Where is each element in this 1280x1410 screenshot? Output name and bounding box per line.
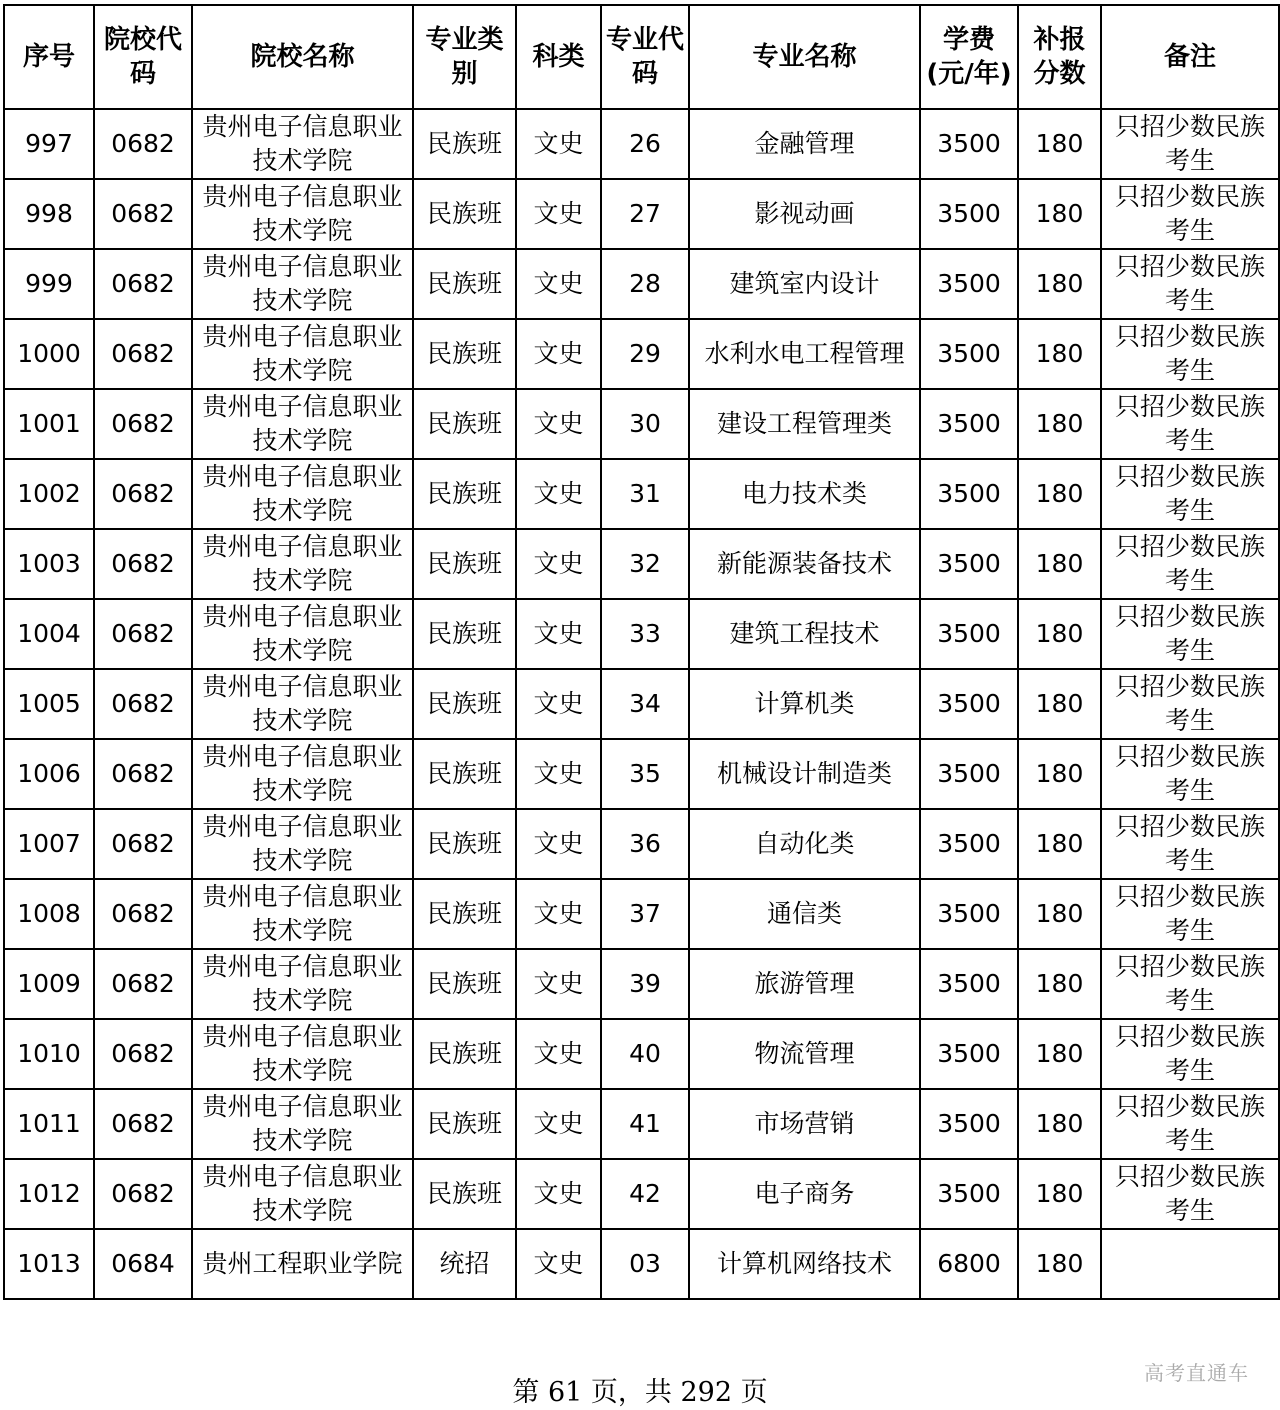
table-cell: 33	[601, 599, 689, 669]
table-cell: 180	[1018, 1229, 1101, 1299]
table-cell: 3500	[920, 949, 1018, 1019]
table-cell: 只招少数民族考生	[1101, 809, 1279, 879]
table-cell: 贵州电子信息职业技术学院	[192, 109, 413, 179]
table-cell: 贵州电子信息职业技术学院	[192, 879, 413, 949]
table-cell: 贵州电子信息职业技术学院	[192, 1089, 413, 1159]
table-cell: 180	[1018, 249, 1101, 319]
table-cell: 民族班	[413, 529, 516, 599]
table-cell: 37	[601, 879, 689, 949]
table-cell: 3500	[920, 179, 1018, 249]
table-cell: 3500	[920, 1159, 1018, 1229]
header-cell: 专业名称	[689, 5, 920, 109]
table-cell: 3500	[920, 459, 1018, 529]
table-cell: 180	[1018, 1159, 1101, 1229]
table-cell: 180	[1018, 389, 1101, 459]
table-cell: 新能源装备技术	[689, 529, 920, 599]
table-cell: 36	[601, 809, 689, 879]
table-cell: 民族班	[413, 669, 516, 739]
table-cell: 只招少数民族考生	[1101, 319, 1279, 389]
table-row	[4, 1229, 1279, 1299]
table-cell: 0682	[94, 529, 192, 599]
table-cell: 31	[601, 459, 689, 529]
table-cell: 35	[601, 739, 689, 809]
table-cell: 只招少数民族考生	[1101, 879, 1279, 949]
table-cell: 1009	[4, 949, 94, 1019]
table-cell: 文史	[516, 459, 601, 529]
table-cell: 0682	[94, 179, 192, 249]
header-cell: 补报分数	[1018, 5, 1101, 109]
table-body	[4, 109, 1279, 1299]
table-cell: 电力技术类	[689, 459, 920, 529]
header-cell: 专业类别	[413, 5, 516, 109]
table-cell: 180	[1018, 1089, 1101, 1159]
page-number: 第 61 页，共 292 页	[512, 1377, 768, 1408]
table-cell: 0684	[94, 1229, 192, 1299]
header-cell: 学费(元/年)	[920, 5, 1018, 109]
table-row	[4, 879, 1279, 949]
table-cell: 贵州电子信息职业技术学院	[192, 1159, 413, 1229]
table-cell: 计算机类	[689, 669, 920, 739]
table-cell: 180	[1018, 109, 1101, 179]
table-cell: 民族班	[413, 179, 516, 249]
table-cell: 42	[601, 1159, 689, 1229]
table-cell: 计算机网络技术	[689, 1229, 920, 1299]
table-cell: 180	[1018, 599, 1101, 669]
table-cell: 0682	[94, 1089, 192, 1159]
table-cell: 34	[601, 669, 689, 739]
table-cell: 影视动画	[689, 179, 920, 249]
table-cell: 3500	[920, 739, 1018, 809]
table-cell: 1008	[4, 879, 94, 949]
table-cell: 物流管理	[689, 1019, 920, 1089]
table-cell: 贵州电子信息职业技术学院	[192, 809, 413, 879]
table-cell: 只招少数民族考生	[1101, 669, 1279, 739]
table-cell: 3500	[920, 529, 1018, 599]
table-cell: 水利水电工程管理	[689, 319, 920, 389]
table-cell: 3500	[920, 1089, 1018, 1159]
table-cell: 0682	[94, 879, 192, 949]
table-cell: 1012	[4, 1159, 94, 1229]
table-cell: 贵州电子信息职业技术学院	[192, 319, 413, 389]
table-cell: 民族班	[413, 809, 516, 879]
table-cell: 29	[601, 319, 689, 389]
table-cell: 1006	[4, 739, 94, 809]
table-cell: 文史	[516, 949, 601, 1019]
table-cell: 文史	[516, 739, 601, 809]
table-cell: 1013	[4, 1229, 94, 1299]
table-cell: 1000	[4, 319, 94, 389]
table-cell: 1002	[4, 459, 94, 529]
table-cell: 贵州电子信息职业技术学院	[192, 179, 413, 249]
table-cell: 民族班	[413, 389, 516, 459]
table-cell: 3500	[920, 389, 1018, 459]
table-cell: 1003	[4, 529, 94, 599]
table-row	[4, 459, 1279, 529]
table-cell: 27	[601, 179, 689, 249]
table-cell: 贵州电子信息职业技术学院	[192, 599, 413, 669]
table-cell: 40	[601, 1019, 689, 1089]
table-cell: 文史	[516, 1159, 601, 1229]
table-cell: 0682	[94, 109, 192, 179]
table-cell: 文史	[516, 1229, 601, 1299]
table-cell: 贵州电子信息职业技术学院	[192, 669, 413, 739]
watermark: 高考直通车	[1144, 1361, 1249, 1385]
table-row	[4, 809, 1279, 879]
table-cell: 180	[1018, 669, 1101, 739]
table-cell: 3500	[920, 1019, 1018, 1089]
table-cell: 通信类	[689, 879, 920, 949]
table-cell: 贵州电子信息职业技术学院	[192, 389, 413, 459]
table-cell: 180	[1018, 809, 1101, 879]
table-cell: 180	[1018, 949, 1101, 1019]
table-cell: 文史	[516, 599, 601, 669]
table-cell: 民族班	[413, 319, 516, 389]
table-cell: 1010	[4, 1019, 94, 1089]
table-cell: 0682	[94, 1159, 192, 1229]
table-cell: 民族班	[413, 949, 516, 1019]
table-cell: 民族班	[413, 459, 516, 529]
table-cell: 旅游管理	[689, 949, 920, 1019]
table-row	[4, 1019, 1279, 1089]
table-cell: 只招少数民族考生	[1101, 389, 1279, 459]
table-cell: 建筑工程技术	[689, 599, 920, 669]
table-cell: 只招少数民族考生	[1101, 1159, 1279, 1229]
table-cell: 贵州电子信息职业技术学院	[192, 739, 413, 809]
table-cell: 文史	[516, 669, 601, 739]
table-cell: 180	[1018, 459, 1101, 529]
table-row	[4, 179, 1279, 249]
table-cell: 28	[601, 249, 689, 319]
table-row	[4, 669, 1279, 739]
header-cell: 专业代码	[601, 5, 689, 109]
table-cell: 只招少数民族考生	[1101, 1089, 1279, 1159]
table-row	[4, 1159, 1279, 1229]
table-cell: 电子商务	[689, 1159, 920, 1229]
header-cell: 院校代码	[94, 5, 192, 109]
table-row	[4, 319, 1279, 389]
table-cell: 民族班	[413, 879, 516, 949]
table-cell: 只招少数民族考生	[1101, 249, 1279, 319]
admission-table	[3, 4, 1280, 1300]
table-cell: 文史	[516, 389, 601, 459]
table-cell: 30	[601, 389, 689, 459]
table-cell: 文史	[516, 879, 601, 949]
table-cell: 贵州电子信息职业技术学院	[192, 949, 413, 1019]
table-cell: 998	[4, 179, 94, 249]
table-cell: 文史	[516, 249, 601, 319]
table-cell: 0682	[94, 389, 192, 459]
table-cell: 只招少数民族考生	[1101, 179, 1279, 249]
table-cell: 03	[601, 1229, 689, 1299]
table-row	[4, 949, 1279, 1019]
table-cell: 只招少数民族考生	[1101, 459, 1279, 529]
table-cell: 32	[601, 529, 689, 599]
table-cell: 只招少数民族考生	[1101, 739, 1279, 809]
table-cell: 999	[4, 249, 94, 319]
table-row	[4, 739, 1279, 809]
table-cell: 1004	[4, 599, 94, 669]
table-cell: 41	[601, 1089, 689, 1159]
table-cell: 金融管理	[689, 109, 920, 179]
table-cell: 贵州电子信息职业技术学院	[192, 459, 413, 529]
table-cell: 1001	[4, 389, 94, 459]
table-cell: 3500	[920, 809, 1018, 879]
table-cell: 统招	[413, 1229, 516, 1299]
table-cell: 180	[1018, 879, 1101, 949]
table-cell: 建筑室内设计	[689, 249, 920, 319]
table-cell: 3500	[920, 669, 1018, 739]
table-cell: 1005	[4, 669, 94, 739]
table-cell: 0682	[94, 599, 192, 669]
table-cell: 只招少数民族考生	[1101, 529, 1279, 599]
header-cell: 院校名称	[192, 5, 413, 109]
header-row	[4, 5, 1279, 109]
table-row	[4, 109, 1279, 179]
table-row	[4, 249, 1279, 319]
table-cell: 只招少数民族考生	[1101, 599, 1279, 669]
table-cell: 文史	[516, 809, 601, 879]
table-row	[4, 389, 1279, 459]
table-cell: 6800	[920, 1229, 1018, 1299]
table-cell: 0682	[94, 249, 192, 319]
table-cell: 市场营销	[689, 1089, 920, 1159]
table-cell: 民族班	[413, 1089, 516, 1159]
table-cell: 0682	[94, 1019, 192, 1089]
table-cell: 建设工程管理类	[689, 389, 920, 459]
table-cell: 39	[601, 949, 689, 1019]
table-cell: 0682	[94, 949, 192, 1019]
table-cell: 180	[1018, 1019, 1101, 1089]
table-row	[4, 529, 1279, 599]
table-cell: 180	[1018, 319, 1101, 389]
table-cell: 3500	[920, 879, 1018, 949]
table-cell: 1007	[4, 809, 94, 879]
table-cell: 民族班	[413, 1159, 516, 1229]
table-cell: 民族班	[413, 599, 516, 669]
table-cell: 文史	[516, 109, 601, 179]
table-cell: 0682	[94, 809, 192, 879]
table-cell: 贵州电子信息职业技术学院	[192, 1019, 413, 1089]
table-cell: 0682	[94, 669, 192, 739]
table-cell: 文史	[516, 179, 601, 249]
table-cell: 180	[1018, 529, 1101, 599]
table-cell: 180	[1018, 179, 1101, 249]
table-cell: 民族班	[413, 1019, 516, 1089]
table-cell: 民族班	[413, 739, 516, 809]
table-cell: 只招少数民族考生	[1101, 109, 1279, 179]
table-cell: 贵州电子信息职业技术学院	[192, 529, 413, 599]
table-cell: 贵州工程职业学院	[192, 1229, 413, 1299]
table-cell: 文史	[516, 1019, 601, 1089]
table-cell: 机械设计制造类	[689, 739, 920, 809]
table-cell: 3500	[920, 599, 1018, 669]
table-cell: 3500	[920, 249, 1018, 319]
table-cell: 民族班	[413, 249, 516, 319]
table-cell: 贵州电子信息职业技术学院	[192, 249, 413, 319]
table-cell: 1011	[4, 1089, 94, 1159]
table-cell: 自动化类	[689, 809, 920, 879]
table-cell: 民族班	[413, 109, 516, 179]
table-cell	[1101, 1229, 1279, 1299]
table-cell: 3500	[920, 109, 1018, 179]
table-cell: 3500	[920, 319, 1018, 389]
table-cell: 只招少数民族考生	[1101, 1019, 1279, 1089]
header-cell: 备注	[1101, 5, 1279, 109]
table-cell: 文史	[516, 529, 601, 599]
table-cell: 0682	[94, 319, 192, 389]
table-cell: 只招少数民族考生	[1101, 949, 1279, 1019]
table-cell: 文史	[516, 1089, 601, 1159]
table-cell: 0682	[94, 459, 192, 529]
header-cell: 科类	[516, 5, 601, 109]
table-cell: 文史	[516, 319, 601, 389]
header-cell: 序号	[4, 5, 94, 109]
table-cell: 997	[4, 109, 94, 179]
table-row	[4, 1089, 1279, 1159]
table-row	[4, 599, 1279, 669]
table-cell: 26	[601, 109, 689, 179]
table-cell: 0682	[94, 739, 192, 809]
table-cell: 180	[1018, 739, 1101, 809]
